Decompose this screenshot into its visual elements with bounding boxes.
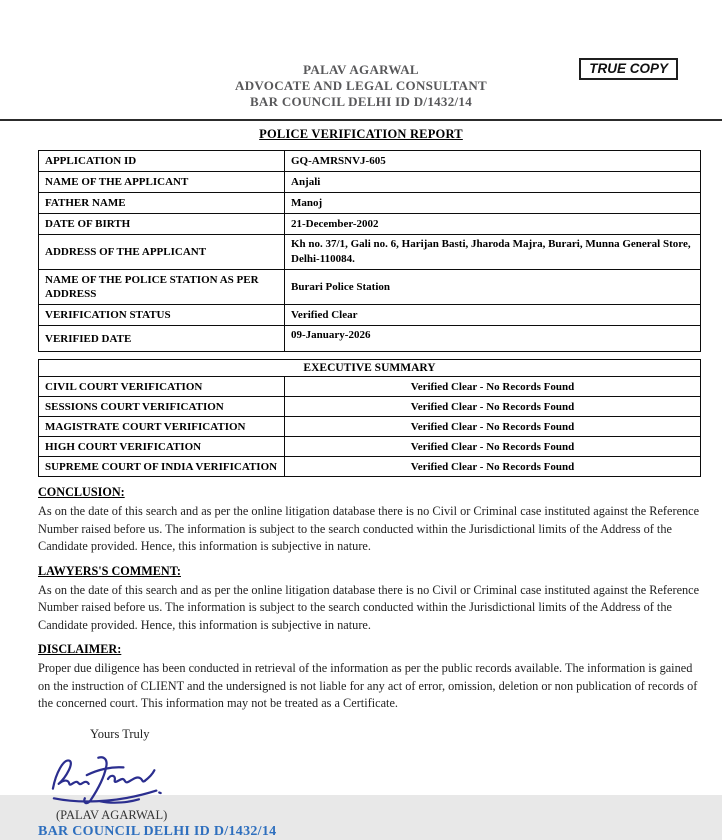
advocate-name: PALAV AGARWAL: [303, 62, 419, 77]
row-value: 21-December-2002: [285, 214, 701, 235]
row-label: VERIFICATION STATUS: [39, 305, 285, 326]
row-label: SUPREME COURT OF INDIA VERIFICATION: [39, 457, 285, 477]
row-value: Verified Clear: [285, 305, 701, 326]
header-divider: [0, 119, 722, 121]
letterhead: [0, 0, 722, 110]
row-value: Verified Clear - No Records Found: [285, 437, 701, 457]
row-value: Anjali: [285, 172, 701, 193]
lawyers-comment-section: [38, 564, 706, 635]
table-row: [39, 397, 701, 417]
advocate-bar-id: BAR COUNCIL DELHI ID D/1432/14: [249, 94, 473, 109]
signature-image: [44, 750, 722, 808]
table-row: [39, 235, 701, 270]
advocate-title: ADVOCATE AND LEGAL CONSULTANT: [235, 78, 487, 93]
row-label: SESSIONS COURT VERIFICATION: [39, 397, 285, 417]
table-row: [39, 326, 701, 352]
row-value: Verified Clear - No Records Found: [285, 417, 701, 437]
bar-council-id-line: BAR COUNCIL DELHI ID D/1432/14: [38, 823, 277, 839]
row-value: 09-January-2026: [285, 326, 701, 352]
closing-text: Yours Truly: [90, 726, 150, 741]
row-value: GQ-AMRSNVJ-605: [285, 151, 701, 172]
executive-summary-title: EXECUTIVE SUMMARY: [39, 360, 701, 377]
conclusion-section: [38, 485, 706, 556]
signature-ink-stroke: [44, 750, 172, 808]
row-label: HIGH COURT VERIFICATION: [39, 437, 285, 457]
row-value: Verified Clear - No Records Found: [285, 397, 701, 417]
row-value: Manoj: [285, 193, 701, 214]
row-label: MAGISTRATE COURT VERIFICATION: [39, 417, 285, 437]
row-label: NAME OF THE POLICE STATION AS PER ADDRESS: [39, 270, 285, 305]
row-label: DATE OF BIRTH: [39, 214, 285, 235]
row-label: CIVIL COURT VERIFICATION: [39, 377, 285, 397]
table-row: [39, 305, 701, 326]
table-row: [39, 417, 701, 437]
signatory-name: (PALAV AGARWAL): [56, 807, 168, 822]
table-row: [39, 172, 701, 193]
row-label: ADDRESS OF THE APPLICANT: [39, 235, 285, 270]
page-title: POLICE VERIFICATION REPORT: [259, 127, 463, 141]
table-row: [39, 457, 701, 477]
table-header-row: [39, 360, 701, 377]
section-heading: LAWYERS'S COMMENT:: [38, 563, 181, 578]
row-value: Kh no. 37/1, Gali no. 6, Harijan Basti, Jharoda Majra, Burari, Munna General Store, Delhi-110084.: [285, 235, 701, 270]
row-label: NAME OF THE APPLICANT: [39, 172, 285, 193]
disclaimer-section: [38, 642, 706, 713]
section-body: Proper due diligence has been conducted in retrieval of the information as per the public records available. The information is gained on the instruction of CLIENT and the undersigned is not liable for any act of error, omission, deletion or non publication of records of the concerned court. This information may not be treated as a Certificate.: [38, 661, 698, 710]
row-value: Verified Clear - No Records Found: [285, 457, 701, 477]
table-row: [39, 214, 701, 235]
section-body: As on the date of this search and as per the online litigation database there is no Civil or Criminal case instituted against the Reference Number raised before us. The information is subject to the search conducted within the Jurisdictional limits of the Address of the Candidate provided. Hence, this information is subjective in nature.: [38, 582, 700, 632]
section-heading: DISCLAIMER:: [38, 642, 122, 656]
row-value: Burari Police Station: [285, 270, 701, 305]
applicant-details-table: [38, 150, 701, 352]
row-label: VERIFIED DATE: [39, 326, 285, 352]
true-copy-stamp: TRUE COPY: [579, 58, 678, 80]
table-row: [39, 270, 701, 305]
section-body: As on the date of this search and as per the online litigation database there is no Civil or Criminal case instituted against the Reference Number raised before us. The information is subject to the search conducted within the Jurisdictional limits of the Address of the Candidate provided. Hence, this information is subjective in nature.: [38, 504, 700, 553]
row-value: Verified Clear - No Records Found: [285, 377, 701, 397]
table-row: [39, 437, 701, 457]
section-heading: CONCLUSION:: [38, 485, 125, 499]
table-row: [39, 151, 701, 172]
table-row: [39, 193, 701, 214]
table-row: [39, 377, 701, 397]
row-label: APPLICATION ID: [39, 151, 285, 172]
executive-summary-table: [38, 359, 701, 477]
row-label: FATHER NAME: [39, 193, 285, 214]
